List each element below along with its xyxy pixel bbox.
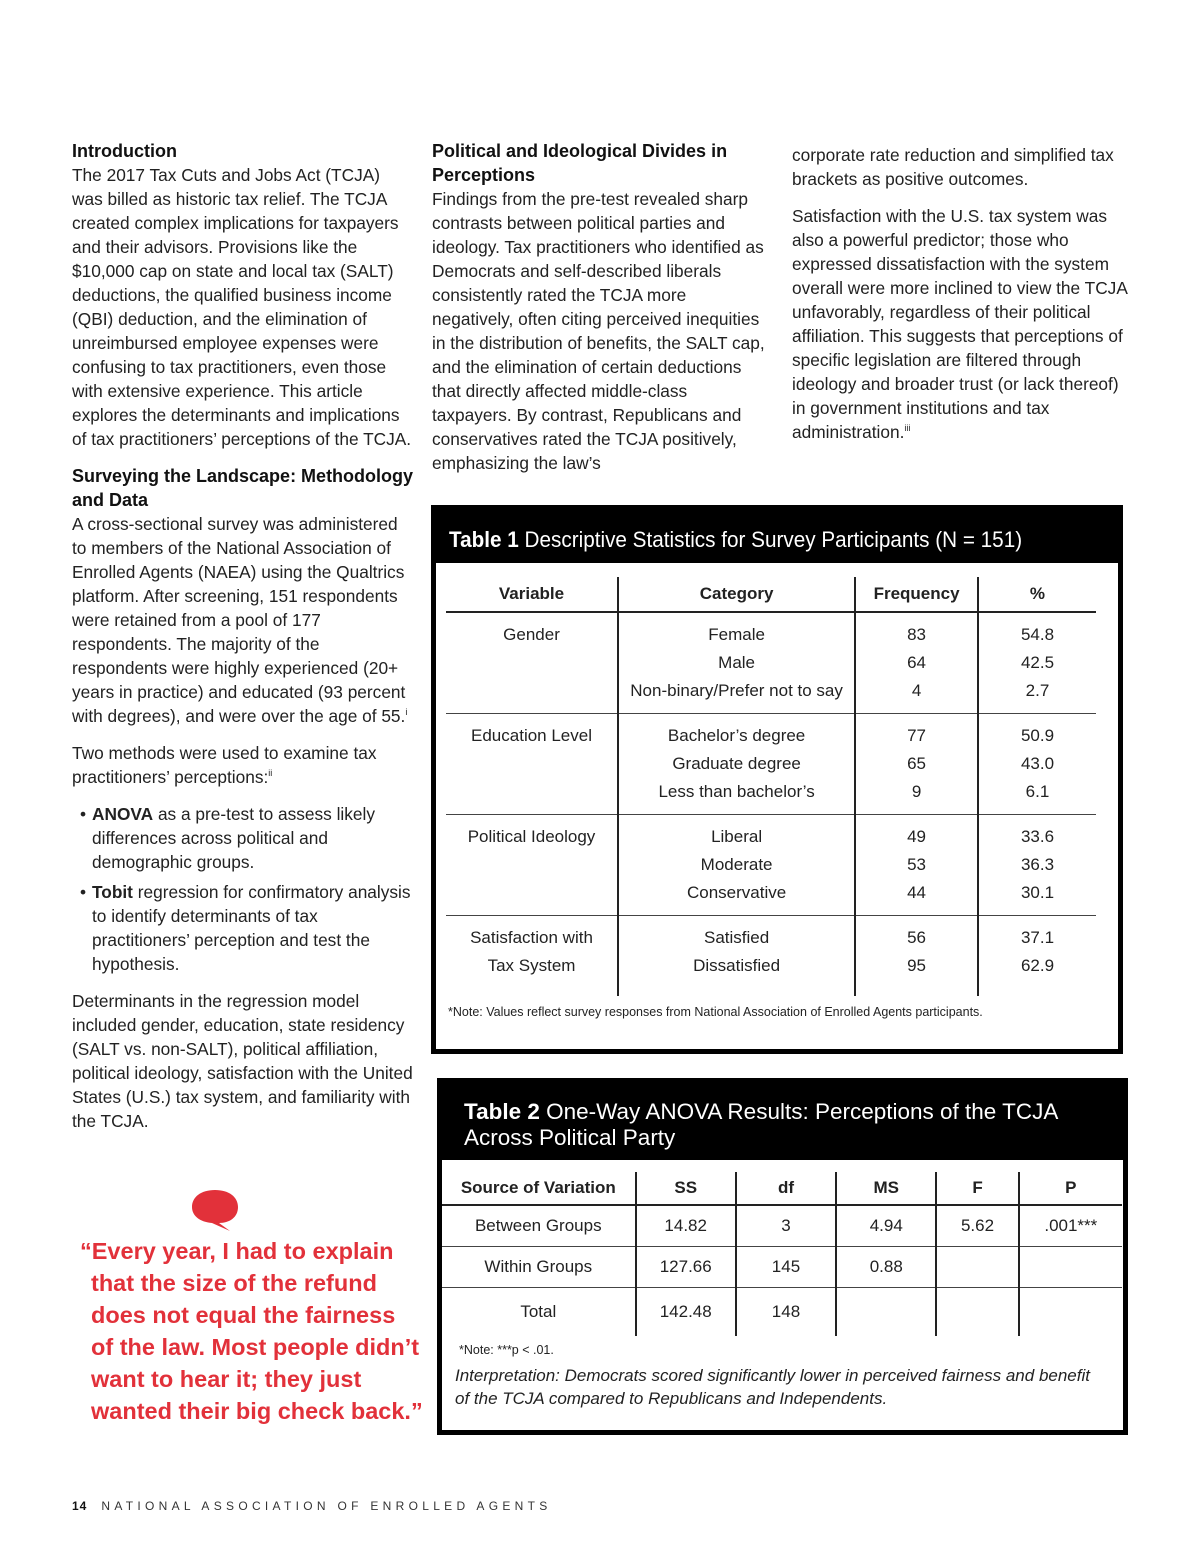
anova-table <box>442 1172 1122 1336</box>
cell-ms <box>836 1288 936 1337</box>
cell-frequency: 53 <box>855 851 978 879</box>
determinants-paragraph: Determinants in the regression model included gender, education, state residency (SALT vs. non-SALT), political affiliation, political ideology, satisfaction with the United States (U.S.) tax system, and familiarity with the TCJA. <box>72 991 413 1131</box>
col-header-variable: Variable <box>446 577 618 612</box>
cell-variable: Gender <box>503 625 560 644</box>
cell-frequency: 95 <box>855 952 978 996</box>
methodology-text: A cross-sectional survey was administered to members of the National Association of Enrolled Agents (NAEA) using the Qualtrics platform. After screening, 151 respondents were retained from a pool of 177 respondents. The majority of the respondents were highly experienced (20+ years in practice) and educated (93 percent with degrees), and were over the age of 55. <box>72 514 406 726</box>
cell-percent: 50.9 <box>978 714 1096 751</box>
cell-p <box>1019 1288 1122 1337</box>
intro-paragraph: The 2017 Tax Cuts and Jobs Act (TCJA) was billed as historic tax relief. The TCJA created complex implications for taxpayers and their advisors. Provisions like the $10,000 cap on state and local tax (SALT) deductions, the qualified business income (QBI) deduction, and the elimination of unreimbursed employee expenses were confusing to tax practitioners, even those with extensive experience. This article explores the determinants and implications of tax practitioners’ perceptions of the TCJA. <box>72 165 412 449</box>
cell-percent: 37.1 <box>978 916 1096 953</box>
cell-df: 148 <box>736 1288 836 1337</box>
table-row <box>446 851 1096 879</box>
cell-frequency: 64 <box>855 649 978 677</box>
quote-line: that the size of the refund <box>91 1270 377 1296</box>
cell-frequency: 44 <box>855 879 978 916</box>
quote-line: of the law. Most people didn’t <box>91 1334 420 1360</box>
cell-source: Between Groups <box>442 1205 636 1247</box>
cell-f: 5.62 <box>936 1205 1018 1247</box>
cell-variable: Education Level <box>471 726 592 745</box>
cell-percent: 33.6 <box>978 815 1096 852</box>
cell-ss: 127.66 <box>636 1247 736 1288</box>
col-header-source: Source of Variation <box>442 1172 636 1205</box>
cell-variable <box>446 750 618 778</box>
table2-title <box>464 1099 1104 1151</box>
cell-variable: Political Ideology <box>467 827 596 846</box>
quote-line: wanted their big check back.” <box>91 1398 423 1424</box>
cell-source: Within Groups <box>442 1247 636 1288</box>
satisfaction-text: Satisfaction with the U.S. tax system was also a powerful predictor; those who expressed dissatisfaction with the system overall were more inclined to view the TCJA unfavorably, regardless of their political affiliation. This suggests that perceptions of specific legislation are filtered through ideology and broader trust (or lack thereof) in government institutions and tax administration. <box>792 206 1127 442</box>
method-term: Tobit <box>92 882 133 902</box>
cell-variable: Tax System <box>487 956 576 975</box>
method-desc: regression for confirmatory analysis to identify determinants of tax practitioners’ perception and test the hypothesis. <box>92 882 411 974</box>
footnote-ref: ii <box>268 768 273 779</box>
cell-percent: 2.7 <box>978 677 1096 714</box>
table-row <box>446 879 1096 916</box>
quote-line: want to hear it; they just <box>91 1366 362 1392</box>
cell-frequency: 49 <box>855 815 978 852</box>
table-row <box>446 649 1096 677</box>
cell-variable <box>446 677 618 714</box>
cell-variable: Satisfaction with <box>470 928 593 947</box>
table1-body <box>436 563 1118 1049</box>
table-row <box>446 916 1096 953</box>
col-header-p: P <box>1019 1172 1122 1205</box>
cell-p: .001*** <box>1019 1205 1122 1247</box>
divides-heading: Political and Ideological Divides in Perceptions <box>432 141 728 185</box>
col-header-ms: MS <box>836 1172 936 1205</box>
cell-category: Conservative <box>618 879 855 916</box>
cell-frequency: 9 <box>855 778 978 815</box>
table1-label: Table 1 <box>449 527 519 552</box>
column-right <box>792 143 1130 457</box>
cell-df: 3 <box>736 1205 836 1247</box>
cell-df: 145 <box>736 1247 836 1288</box>
table1-title <box>449 527 1056 553</box>
table1-caption: Descriptive Statistics for Survey Participants (N = 151) <box>518 527 1023 552</box>
col-header-df: df <box>736 1172 836 1205</box>
column-middle <box>432 139 768 488</box>
footnote-ref: iii <box>904 423 911 434</box>
speech-bubble-icon <box>190 1188 240 1232</box>
table-row <box>446 750 1096 778</box>
cell-category: Liberal <box>618 815 855 852</box>
cell-percent: 62.9 <box>978 952 1096 996</box>
table2-panel <box>437 1078 1128 1435</box>
cell-category: Dissatisfied <box>618 952 855 996</box>
methods-list <box>72 802 414 976</box>
col-header-percent: % <box>978 577 1096 612</box>
cell-category: Graduate degree <box>618 750 855 778</box>
table-row <box>442 1205 1122 1247</box>
cell-category: Male <box>618 649 855 677</box>
col-header-frequency: Frequency <box>855 577 978 612</box>
cell-frequency: 56 <box>855 916 978 953</box>
table2-caption: One-Way ANOVA Results: Perceptions of the TCJA Across Political Party <box>464 1099 1058 1150</box>
cell-percent: 42.5 <box>978 649 1096 677</box>
cell-frequency: 4 <box>855 677 978 714</box>
col-header-f: F <box>936 1172 1018 1205</box>
satisfaction-paragraph <box>792 204 1130 444</box>
two-methods-paragraph <box>72 741 414 789</box>
cell-variable <box>446 778 618 815</box>
cell-percent: 30.1 <box>978 879 1096 916</box>
table1-note: *Note: Values reflect survey responses from National Association of Enrolled Agents participants. <box>448 1005 983 1019</box>
method-term: ANOVA <box>92 804 154 824</box>
table-row <box>442 1247 1122 1288</box>
table-row <box>442 1288 1122 1337</box>
two-methods-text: Two methods were used to examine tax practitioners’ perceptions: <box>72 743 377 787</box>
cell-frequency: 77 <box>855 714 978 751</box>
table1-panel <box>431 505 1123 1054</box>
list-item <box>72 802 414 874</box>
quote-line: “Every year, I had to explain <box>80 1238 394 1264</box>
publication-name: NATIONAL ASSOCIATION OF ENROLLED AGENTS <box>101 1499 552 1513</box>
page-footer <box>72 1499 552 1513</box>
cell-percent: 36.3 <box>978 851 1096 879</box>
intro-heading: Introduction <box>72 141 177 161</box>
table-row <box>446 612 1096 649</box>
bullet-icon: • <box>80 882 87 902</box>
cell-percent: 43.0 <box>978 750 1096 778</box>
cell-percent: 6.1 <box>978 778 1096 815</box>
footnote-ref: i <box>405 707 408 718</box>
cell-source: Total <box>520 1302 557 1321</box>
cell-frequency: 65 <box>855 750 978 778</box>
table2-label: Table 2 <box>464 1099 540 1124</box>
table2-interpretation: Interpretation: Democrats scored significantly lower in perceived fairness and benefit of the TCJA compared to Republicans and Independents. <box>455 1366 1090 1408</box>
methodology-paragraph <box>72 512 414 728</box>
divides-paragraph: Findings from the pre-test revealed sharp contrasts between political parties and ideology. Tax practitioners who identified as Democrats and self-described liberals consistently rated the TCJA more negatively, often citing perceived inequities in the distribution of benefits, the SALT cap, and the elimination of certain deductions that directly affected middle-class taxpayers. By contrast, Republicans and conservatives rated the TCJA positively, emphasizing the law’s <box>432 189 765 473</box>
cell-ms: 0.88 <box>836 1247 936 1288</box>
cell-variable <box>446 649 618 677</box>
cell-percent: 54.8 <box>978 612 1096 649</box>
table-row <box>446 952 1096 996</box>
table-row <box>446 714 1096 751</box>
cell-category: Non-binary/Prefer not to say <box>618 677 855 714</box>
cell-category: Satisfied <box>618 916 855 953</box>
col-header-ss: SS <box>636 1172 736 1205</box>
table2-body <box>442 1160 1123 1430</box>
table-row <box>446 677 1096 714</box>
column-left <box>72 139 414 1146</box>
cell-category: Moderate <box>618 851 855 879</box>
pull-quote <box>80 1235 425 1427</box>
col-header-category: Category <box>618 577 855 612</box>
continuation-paragraph: corporate rate reduction and simplified tax brackets as positive outcomes. <box>792 145 1114 189</box>
page-number: 14 <box>72 1499 88 1513</box>
cell-p <box>1019 1247 1122 1288</box>
table-header-row <box>442 1172 1122 1205</box>
cell-frequency: 83 <box>855 612 978 649</box>
bullet-icon: • <box>80 804 87 824</box>
cell-category: Bachelor’s degree <box>618 714 855 751</box>
cell-category: Less than bachelor’s <box>618 778 855 815</box>
cell-variable <box>446 851 618 879</box>
table-header-row <box>446 577 1096 612</box>
method-desc: as a pre-test to assess likely differences across political and demographic groups. <box>92 804 376 872</box>
cell-category: Female <box>618 612 855 649</box>
table2-note: *Note: ***p < .01. <box>459 1343 554 1357</box>
descriptive-stats-table <box>446 577 1096 996</box>
cell-ms: 4.94 <box>836 1205 936 1247</box>
cell-f <box>936 1247 1018 1288</box>
cell-ss: 142.48 <box>636 1288 736 1337</box>
table-row <box>446 815 1096 852</box>
quote-line: does not equal the fairness <box>91 1302 396 1328</box>
cell-variable <box>446 879 618 916</box>
list-item <box>72 880 414 976</box>
methodology-heading: Surveying the Landscape: Methodology and Data <box>72 466 414 510</box>
cell-f <box>936 1288 1018 1337</box>
table-row <box>446 778 1096 815</box>
cell-ss: 14.82 <box>636 1205 736 1247</box>
